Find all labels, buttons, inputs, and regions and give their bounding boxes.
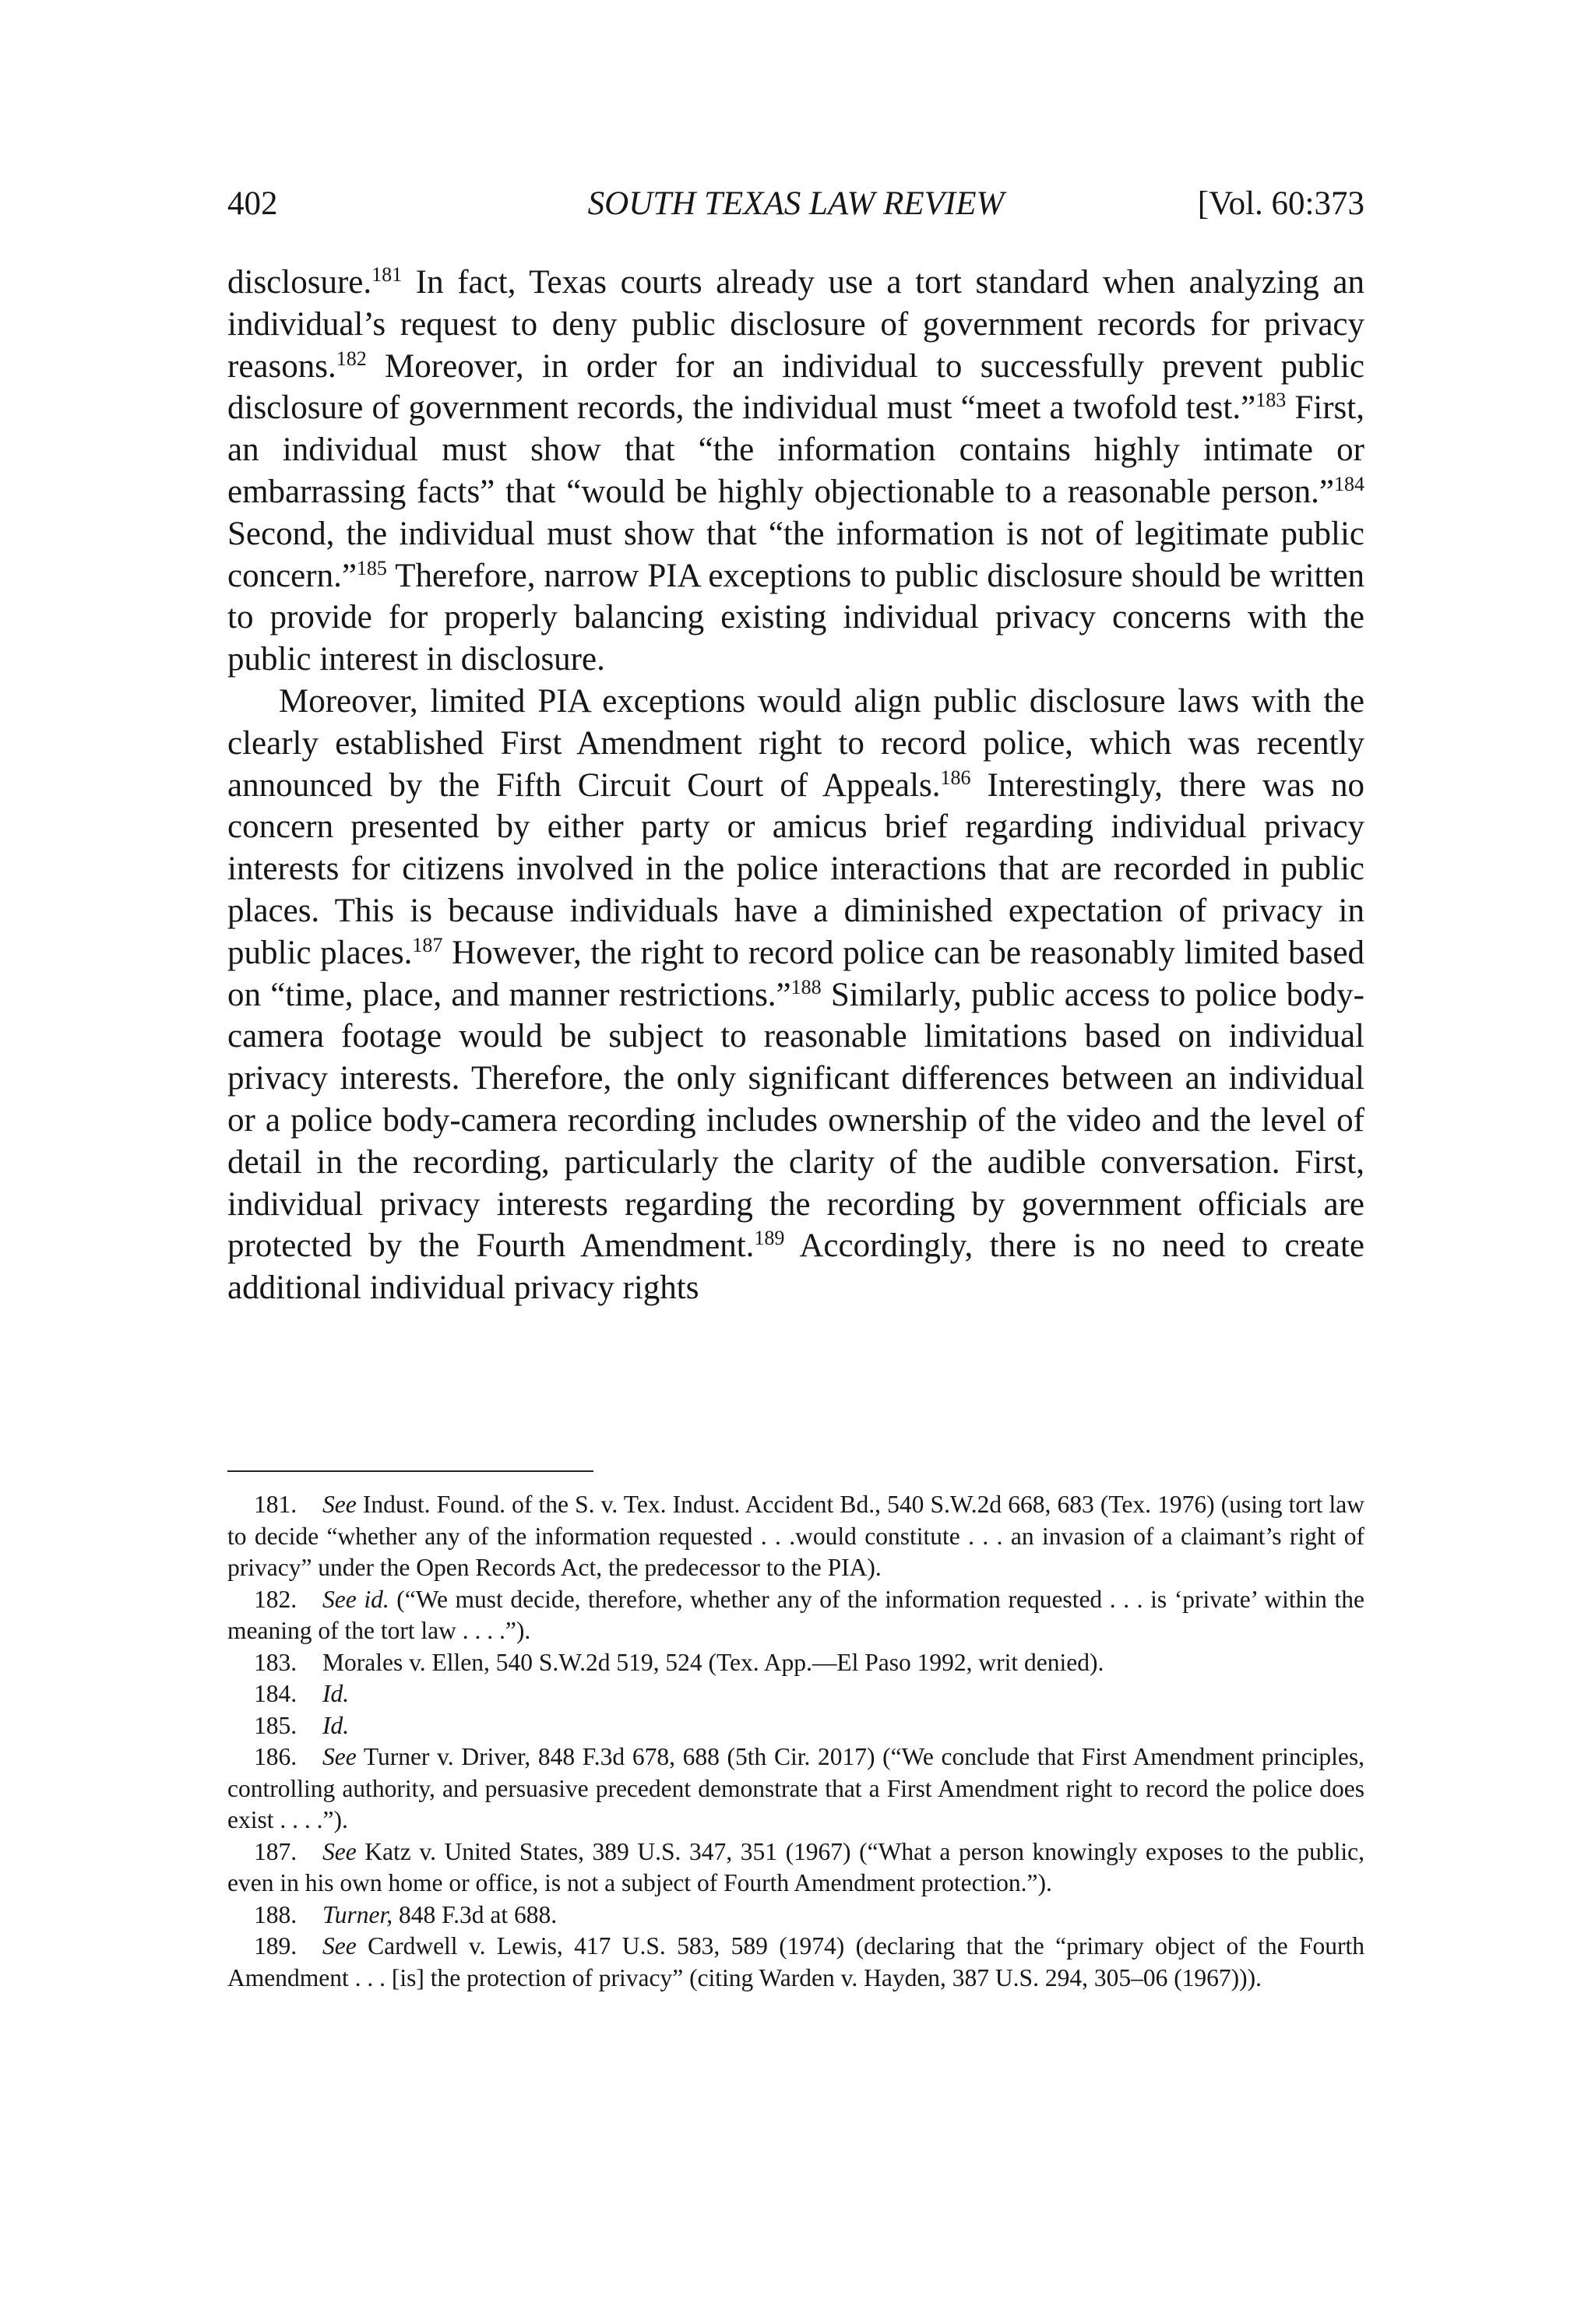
footnote-ref[interactable]: 183	[1255, 389, 1287, 412]
footnote-number: 181.	[254, 1491, 298, 1518]
running-header	[227, 181, 1364, 227]
footnote-ref[interactable]: 184	[1334, 472, 1364, 495]
paragraph: Moreover, limited PIA exceptions would align public disclosure laws with the clearly established First Amendment right to record police, which was recently announced by the Fifth Circuit Court of Appeals.$^{186}$ Interestingly, there was no concern presented by either party or amicus brief regarding individual privacy interests for citizens involved in the police interactions that are recorded in public places. This is because individuals have a diminished expectation of privacy in public places.$^{187}$ However, the right to record police can be reasonably limited based on “time, place, and manner restrictions.”$^{188}$ Similarly, public access to police body-camera footage would be subject to reasonable limitations based on individual privacy interests. Therefore, the only significant differences between an individual or a police body-camera recording includes ownership of the video and the level of detail in the recording, particularly the clarity of the audible conversation. First, individual privacy interests regarding the recording by government officials are protected by the Fourth Amendment.$^{189}$ Accordingly, there is no need to create additional individual privacy rights	[227, 682, 1364, 1307]
footnote: 182. See id. (“We must decide, therefore, whether any of the information requested . . . is ‘private’ within the meaning of the tort law . . . .”).	[227, 1585, 1364, 1644]
footnote-ref[interactable]: 181	[371, 263, 403, 286]
footnote-number: 183.	[254, 1648, 298, 1676]
page-number: 402	[227, 185, 278, 222]
footnote: 184. Id.	[227, 1678, 1364, 1710]
footnote: 189. See Cardwell v. Lewis, 417 U.S. 583, 589 (1974) (declaring that the “primary object of the Fourth Amendment . . . [is] the protection of privacy” (citing Warden v. Hayden, 387 U.S. 294, 305–06 (1967))).	[227, 1932, 1364, 1991]
footnotes	[227, 1489, 1364, 1994]
footnote: 181. See Indust. Found. of the S. v. Tex. Indust. Accident Bd., 540 S.W.2d 668, 683 (Tex. 1976) (using tort law to decide “whether any of the information requested . . .would constitute . . . an invasion of a claimant’s right of privacy” under the Open Records Act, the predecessor to the PIA).	[227, 1491, 1364, 1581]
main-text	[227, 262, 1364, 1309]
footnote-ref[interactable]: 185	[356, 556, 387, 579]
footnote: 188. Turner, 848 F.3d at 688.	[227, 1900, 1364, 1931]
journal-title: SOUTH TEXAS LAW REVIEW	[587, 185, 1005, 222]
volume-citation: [Vol. 60:373	[1197, 185, 1364, 222]
footnote: 187. See Katz v. United States, 389 U.S. 347, 351 (1967) (“What a person knowingly exposes to the public, even in his own home or office, is not a subject of Fourth Amendment protection.”).	[227, 1837, 1364, 1896]
footnote-ref[interactable]: 187	[412, 933, 443, 956]
footnote-number: 184.	[254, 1680, 298, 1707]
footnote-divider	[227, 1470, 593, 1472]
footnote-number: 182.	[254, 1585, 298, 1613]
footnote: 186. See Turner v. Driver, 848 F.3d 678, 688 (5th Cir. 2017) (“We conclude that First Amendment principles, controlling authority, and persuasive precedent demonstrate that a First Amendment right to record the police does exist . . . .”).	[227, 1743, 1364, 1833]
footnote-number: 186.	[254, 1743, 298, 1770]
footnote-ref[interactable]: 182	[336, 347, 367, 370]
footnote-number: 189.	[254, 1932, 298, 1960]
footnote-number: 185.	[254, 1711, 298, 1739]
paragraph: disclosure.$^{181}$ In fact, Texas courts already use a tort standard when analyzing an individual’s request to deny public disclosure of government records for privacy reasons.$^{182}$ Moreover, in order for an individual to successfully prevent public disclosure of government records, the individual must “meet a twofold test.”$^{183}$ First, an individual must show that “the information contains highly intimate or embarrassing facts” that “would be highly objectionable to a reasonable person.”$^{184}$ Second, the individual must show that “the information is not of legitimate public concern.”$^{185}$ Therefore, narrow PIA exceptions to public disclosure should be written to provide for properly balancing existing individual privacy concerns with the public interest in disclosure.	[227, 263, 1364, 678]
footnote: 185. Id.	[227, 1710, 1364, 1742]
footnote-ref[interactable]: 188	[790, 975, 822, 998]
footnote-number: 188.	[254, 1900, 298, 1928]
footnote: 183. Morales v. Ellen, 540 S.W.2d 519, 524 (Tex. App.—El Paso 1992, writ denied).	[227, 1647, 1364, 1679]
footnote-number: 187.	[254, 1837, 298, 1865]
footnote-ref[interactable]: 186	[940, 766, 971, 789]
footnote-ref[interactable]: 189	[754, 1227, 785, 1250]
